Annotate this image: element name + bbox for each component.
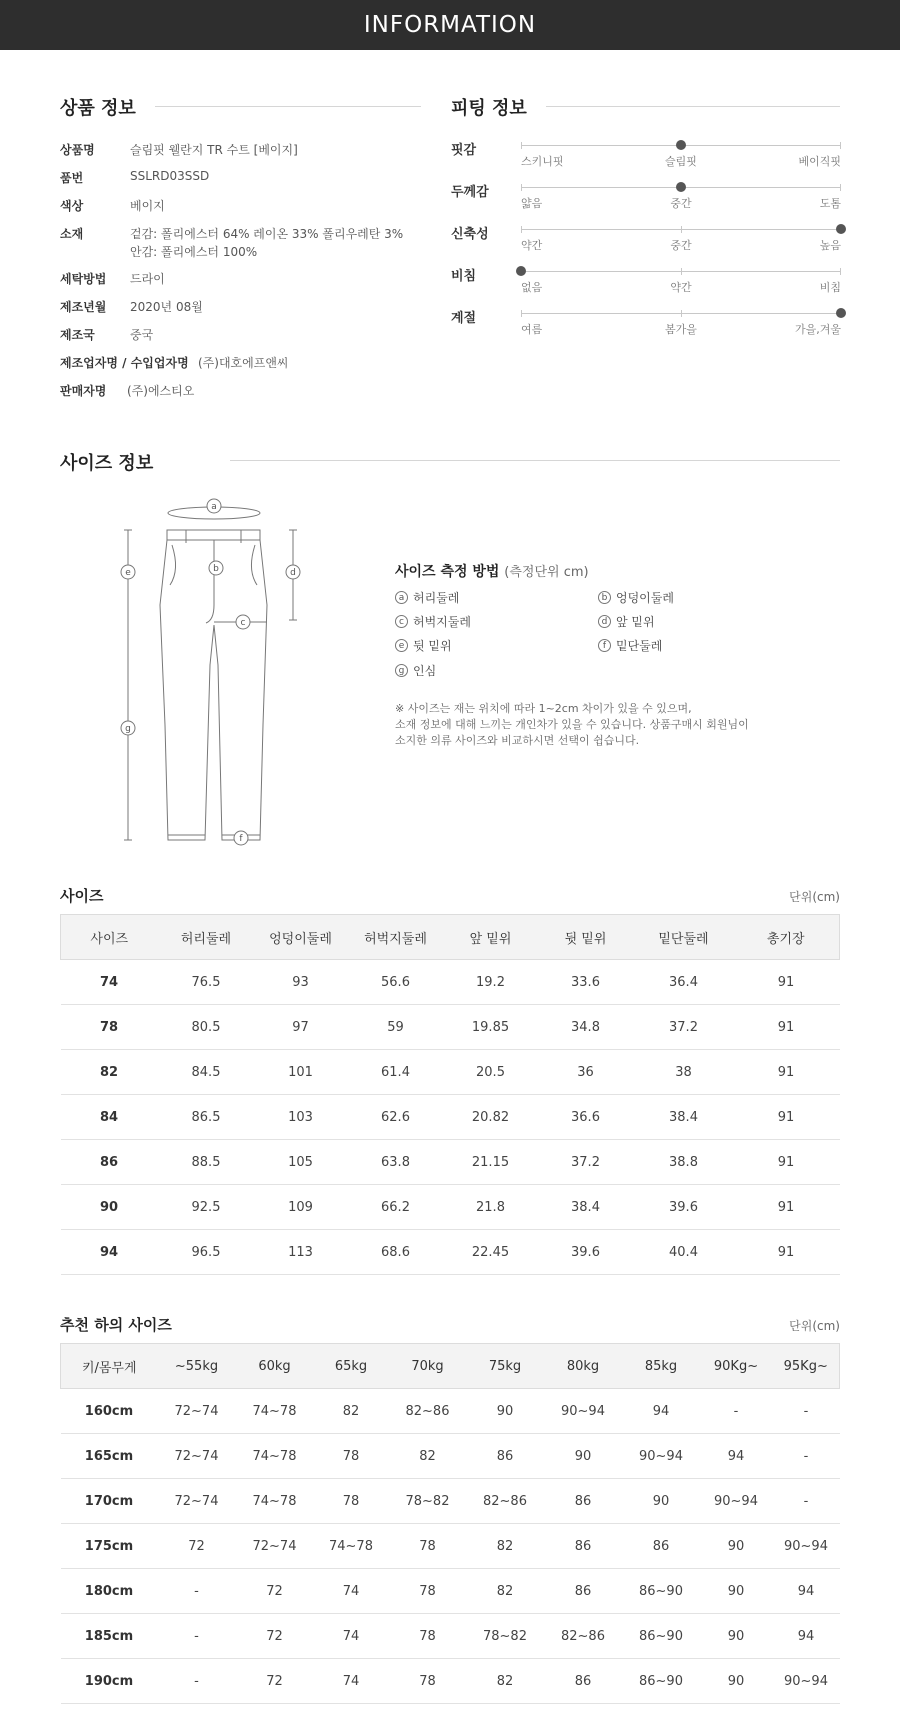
table-cell: 90~94 [773, 1524, 840, 1569]
product-info-value: 2020년 08월 [130, 300, 203, 314]
table-cell: 82 [467, 1524, 544, 1569]
table-header-cell: 70kg [389, 1344, 467, 1389]
table-cell: 82 [467, 1659, 544, 1704]
fitting-option-label: 없음 [521, 281, 543, 294]
table-cell: 86~90 [623, 1569, 700, 1614]
fitting-scale-track [521, 145, 841, 146]
measure-key-badge: c [395, 615, 408, 628]
fitting-option-label: 베이직핏 [798, 155, 841, 168]
size-note [395, 701, 749, 749]
table-cell: 86 [544, 1569, 623, 1614]
fitting-scale-tick [521, 184, 522, 191]
table-cell: 82 [389, 1434, 467, 1479]
table-cell: 78 [314, 1434, 389, 1479]
table-cell: 72 [236, 1569, 314, 1614]
table-cell: 66.2 [347, 1185, 445, 1230]
table-cell: 88.5 [158, 1140, 255, 1185]
product-info-label: 제조년월 [60, 300, 107, 314]
table-cell: 94 [700, 1434, 773, 1479]
table-cell: 20.5 [445, 1050, 537, 1095]
table-cell: - [158, 1659, 236, 1704]
measure-label: 엉덩이둘레 [616, 591, 674, 605]
measure-legend-item [395, 613, 471, 630]
table-cell: 78 [389, 1524, 467, 1569]
measure-label: 밑단둘레 [616, 639, 663, 653]
table-header-cell: 85kg [623, 1344, 700, 1389]
product-info-title: 상품 정보 [60, 98, 136, 119]
table-cell: 82 [314, 1389, 389, 1434]
table-cell: - [158, 1569, 236, 1614]
fitting-label: 핏감 [451, 143, 477, 158]
fitting-label: 두께감 [451, 185, 489, 200]
table-cell: - [700, 1389, 773, 1434]
table-header-cell: 80kg [544, 1344, 623, 1389]
fitting-option-label: 얇음 [521, 197, 543, 210]
measure-legend-item [395, 589, 459, 606]
table-header-cell: 총기장 [733, 915, 840, 960]
size-info-divider [230, 460, 840, 461]
fitting-option-label: 봄가을 [665, 323, 697, 336]
fitting-scale-tick [521, 142, 522, 149]
measure-label: 허벅지둘레 [413, 615, 471, 629]
fitting-label: 계절 [451, 311, 477, 326]
table-header-cell: ~55kg [158, 1344, 236, 1389]
table-cell: 86~90 [623, 1659, 700, 1704]
measure-unit: (측정단위 cm) [504, 565, 589, 580]
table-cell: 36.6 [537, 1095, 635, 1140]
table-cell: 38.4 [537, 1185, 635, 1230]
table-cell: 78~82 [389, 1479, 467, 1524]
table-row [61, 1050, 840, 1095]
fitting-scale-track [521, 271, 841, 272]
measure-legend-item [395, 662, 436, 679]
table-row [61, 960, 840, 1005]
fitting-row [451, 225, 841, 261]
table-cell: 175cm [61, 1524, 158, 1569]
table-cell: 90 [61, 1185, 158, 1230]
fitting-option-label: 약간 [521, 239, 543, 252]
table-cell: 92.5 [158, 1185, 255, 1230]
table-cell: 34.8 [537, 1005, 635, 1050]
diagram-label-a: a [211, 502, 217, 512]
table-cell: 82 [61, 1050, 158, 1095]
diagram-label-g: g [125, 724, 131, 734]
fitting-scale-tick [521, 226, 522, 233]
table-header-cell: 90Kg~ [700, 1344, 773, 1389]
product-info-value: (주)대호에프앤씨 [198, 356, 289, 370]
product-info-value: 슬림핏 웰란지 TR 수트 [베이지] [130, 143, 298, 157]
table-cell: 86.5 [158, 1095, 255, 1140]
fitting-info-title: 피팅 정보 [451, 98, 527, 119]
table-cell: 86 [467, 1434, 544, 1479]
table-cell: 68.6 [347, 1230, 445, 1275]
fitting-option-label: 슬림핏 [665, 155, 697, 168]
fitting-scale-tick [840, 184, 841, 191]
table-row [61, 1005, 840, 1050]
measure-legend-item [598, 589, 674, 606]
fitting-option-label: 여름 [521, 323, 543, 336]
table-row [61, 1569, 840, 1614]
table-cell: 78 [314, 1479, 389, 1524]
diagram-label-c: c [240, 618, 246, 628]
table-header-cell: 60kg [236, 1344, 314, 1389]
table-cell: 90 [700, 1659, 773, 1704]
table-cell: 39.6 [635, 1185, 733, 1230]
table-cell: 74 [314, 1569, 389, 1614]
table-cell: 90~94 [700, 1479, 773, 1524]
measure-key-badge: f [598, 639, 611, 652]
table-header-cell: 엉덩이둘레 [255, 915, 347, 960]
table-cell: 38 [635, 1050, 733, 1095]
product-info-value: SSLRD03SSD [130, 169, 210, 183]
fitting-scale-tick [521, 310, 522, 317]
table-cell: 90 [700, 1524, 773, 1569]
table-cell: 78 [389, 1659, 467, 1704]
product-info-divider [155, 106, 421, 107]
product-info-label: 제조국 [60, 328, 95, 342]
measure-legend-item [395, 637, 452, 654]
measure-key-badge: d [598, 615, 611, 628]
fitting-scale-track [521, 313, 841, 314]
table-cell: 37.2 [537, 1140, 635, 1185]
table-cell: 74 [61, 960, 158, 1005]
table-row [61, 1479, 840, 1524]
table-cell: 33.6 [537, 960, 635, 1005]
table-row [61, 1185, 840, 1230]
diagram-label-f: f [239, 834, 243, 844]
table-row [61, 1095, 840, 1140]
size-info-title: 사이즈 정보 [60, 453, 154, 474]
product-info-value: 드라이 [130, 272, 165, 286]
diagram-label-d: d [290, 568, 296, 578]
table-cell: 160cm [61, 1389, 158, 1434]
table-cell: 72 [236, 1659, 314, 1704]
table-row [61, 1434, 840, 1479]
table-cell: 90 [544, 1434, 623, 1479]
table-cell: 86 [544, 1524, 623, 1569]
table-cell: 84 [61, 1095, 158, 1140]
table-cell: 90~94 [623, 1434, 700, 1479]
table-cell: 76.5 [158, 960, 255, 1005]
fitting-scale-tick [681, 310, 682, 317]
table-cell: 86~90 [623, 1614, 700, 1659]
fitting-label: 비침 [451, 269, 477, 284]
table-cell: 74~78 [236, 1434, 314, 1479]
fitting-scale-tick [840, 142, 841, 149]
table-cell: 21.8 [445, 1185, 537, 1230]
product-info-value: 안감: 폴리에스터 100% [130, 245, 258, 259]
table-cell: 36 [537, 1050, 635, 1095]
table-cell: 59 [347, 1005, 445, 1050]
fitting-scale-tick [681, 268, 682, 275]
table-cell: 62.6 [347, 1095, 445, 1140]
fitting-row [451, 141, 841, 177]
product-info-label: 판매자명 [60, 384, 107, 398]
recommend-table-title: 추천 하의 사이즈 [60, 1316, 172, 1334]
fitting-option-label: 가을,겨울 [794, 323, 841, 336]
product-info-label: 상품명 [60, 143, 95, 157]
measure-legend-item [598, 637, 662, 654]
table-cell: 78~82 [467, 1614, 544, 1659]
table-cell: 103 [255, 1095, 347, 1140]
table-cell: 97 [255, 1005, 347, 1050]
fitting-scale-track [521, 229, 841, 230]
table-cell: 86 [544, 1479, 623, 1524]
table-cell: 91 [733, 960, 840, 1005]
diagram-label-e: e [125, 568, 131, 578]
table-cell: 20.82 [445, 1095, 537, 1140]
table-cell: 78 [61, 1005, 158, 1050]
fitting-row [451, 309, 841, 345]
fitting-option-label: 높음 [819, 239, 841, 252]
measure-label: 허리둘레 [413, 591, 460, 605]
table-cell: 185cm [61, 1614, 158, 1659]
table-cell: 37.2 [635, 1005, 733, 1050]
table-cell: 91 [733, 1005, 840, 1050]
measure-label: 앞 밑위 [616, 615, 655, 629]
fitting-level-marker [676, 140, 686, 150]
table-cell: 93 [255, 960, 347, 1005]
table-cell: 90 [467, 1389, 544, 1434]
measure-key-badge: g [395, 664, 408, 677]
note-line: 소지한 의류 사이즈와 비교하시면 선택이 쉽습니다. [395, 734, 640, 747]
note-line: ※ 사이즈는 재는 위치에 따라 1~2cm 차이가 있을 수 있으며, [395, 702, 692, 715]
fitting-option-label: 스키니핏 [521, 155, 564, 168]
recommend-table-unit: 단위(cm) [789, 1319, 840, 1333]
table-row [61, 1659, 840, 1704]
fitting-scale-tick [840, 268, 841, 275]
table-header-row [61, 1344, 840, 1389]
fitting-option-label: 중간 [670, 239, 692, 252]
table-header-cell: 허리둘레 [158, 915, 255, 960]
table-cell: 109 [255, 1185, 347, 1230]
table-cell: 82~86 [467, 1479, 544, 1524]
table-cell: 91 [733, 1230, 840, 1275]
table-cell: 86 [623, 1524, 700, 1569]
table-cell: 80.5 [158, 1005, 255, 1050]
table-cell: 94 [773, 1614, 840, 1659]
table-cell: 74 [314, 1659, 389, 1704]
table-header-cell: 키/몸무게 [61, 1344, 158, 1389]
table-header-row [61, 915, 840, 960]
table-cell: 90 [623, 1479, 700, 1524]
measure-key-badge: a [395, 591, 408, 604]
table-cell: - [773, 1389, 840, 1434]
fitting-info-divider [546, 106, 840, 107]
fitting-option-label: 도톰 [819, 197, 841, 210]
fitting-row [451, 183, 841, 219]
table-cell: 94 [623, 1389, 700, 1434]
product-info-label: 제조업자명 / 수입업자명 [60, 356, 189, 370]
measure-method-title: 사이즈 측정 방법 (측정단위 cm) [395, 564, 589, 580]
table-cell: 90~94 [773, 1659, 840, 1704]
size-table-unit: 단위(cm) [789, 890, 840, 904]
table-header-cell: 밑단둘레 [635, 915, 733, 960]
table-header-cell: 75kg [467, 1344, 544, 1389]
table-cell: 74~78 [236, 1479, 314, 1524]
table-cell: 38.8 [635, 1140, 733, 1185]
size-table-title: 사이즈 [60, 887, 104, 905]
table-cell: 165cm [61, 1434, 158, 1479]
measure-key-badge: b [598, 591, 611, 604]
fitting-row [451, 267, 841, 303]
product-info-label: 소재 [60, 227, 84, 241]
table-cell: 82~86 [544, 1614, 623, 1659]
table-row [61, 1524, 840, 1569]
table-cell: 72~74 [158, 1389, 236, 1434]
table-cell: 96.5 [158, 1230, 255, 1275]
fitting-label: 신축성 [451, 227, 489, 242]
product-info-value: 겉감: 폴리에스터 64% 레이온 33% 폴리우레탄 3% [130, 227, 404, 241]
table-cell: 40.4 [635, 1230, 733, 1275]
product-info-label: 색상 [60, 199, 84, 213]
table-cell: 74 [314, 1614, 389, 1659]
table-cell: 170cm [61, 1479, 158, 1524]
table-header-cell: 허벅지둘레 [347, 915, 445, 960]
fitting-option-label: 약간 [670, 281, 692, 294]
table-cell: 21.15 [445, 1140, 537, 1185]
table-cell: 86 [61, 1140, 158, 1185]
table-cell: 90~94 [544, 1389, 623, 1434]
table-cell: 39.6 [537, 1230, 635, 1275]
measure-label: 인심 [413, 664, 437, 678]
fitting-scale-tick [681, 226, 682, 233]
info-header: INFORMATION [0, 0, 900, 50]
table-cell: 63.8 [347, 1140, 445, 1185]
fitting-level-marker [836, 224, 846, 234]
table-cell: 22.45 [445, 1230, 537, 1275]
table-cell: 91 [733, 1095, 840, 1140]
table-cell: 113 [255, 1230, 347, 1275]
table-cell: 72~74 [158, 1434, 236, 1479]
table-cell: 74~78 [314, 1524, 389, 1569]
table-cell: 36.4 [635, 960, 733, 1005]
product-info-label: 품번 [60, 171, 84, 185]
product-info-value: 중국 [130, 328, 154, 342]
measure-key-badge: e [395, 639, 408, 652]
table-cell: 105 [255, 1140, 347, 1185]
table-cell: 86 [544, 1659, 623, 1704]
table-header-cell: 앞 밑위 [445, 915, 537, 960]
product-info-value: 베이지 [130, 199, 165, 213]
fitting-level-marker [676, 182, 686, 192]
table-cell: 72~74 [158, 1479, 236, 1524]
table-cell: 72 [236, 1614, 314, 1659]
diagram-label-b: b [213, 564, 219, 574]
table-cell: 190cm [61, 1659, 158, 1704]
product-info-value: (주)에스티오 [127, 384, 195, 398]
fitting-level-marker [836, 308, 846, 318]
fitting-option-label: 중간 [670, 197, 692, 210]
table-cell: - [158, 1614, 236, 1659]
table-header-cell: 사이즈 [61, 915, 158, 960]
table-cell: 91 [733, 1140, 840, 1185]
table-row [61, 1614, 840, 1659]
size-table [60, 914, 840, 1275]
measure-label: 뒷 밑위 [413, 639, 452, 653]
table-cell: 61.4 [347, 1050, 445, 1095]
table-cell: 180cm [61, 1569, 158, 1614]
table-cell: 74~78 [236, 1389, 314, 1434]
pants-diagram [110, 495, 310, 850]
table-cell: 91 [733, 1185, 840, 1230]
table-cell: 78 [389, 1569, 467, 1614]
table-header-cell: 95Kg~ [773, 1344, 840, 1389]
table-cell: 19.2 [445, 960, 537, 1005]
table-cell: 82 [467, 1569, 544, 1614]
table-cell: 90 [700, 1569, 773, 1614]
table-cell: 72 [158, 1524, 236, 1569]
table-cell: 38.4 [635, 1095, 733, 1140]
fitting-level-marker [516, 266, 526, 276]
table-cell: 90 [700, 1614, 773, 1659]
table-row [61, 1389, 840, 1434]
table-cell: 56.6 [347, 960, 445, 1005]
table-cell: 94 [773, 1569, 840, 1614]
table-cell: - [773, 1479, 840, 1524]
table-cell: 84.5 [158, 1050, 255, 1095]
table-cell: 72~74 [236, 1524, 314, 1569]
table-cell: 19.85 [445, 1005, 537, 1050]
table-row [61, 1230, 840, 1275]
note-line: 소재 정보에 대해 느끼는 개인차가 있을 수 있습니다. 상품구매시 회원님이 [395, 718, 749, 731]
measure-legend-item [598, 613, 655, 630]
table-cell: 78 [389, 1614, 467, 1659]
table-cell: - [773, 1434, 840, 1479]
fitting-option-label: 비침 [819, 281, 841, 294]
table-cell: 91 [733, 1050, 840, 1095]
table-header-cell: 65kg [314, 1344, 389, 1389]
table-cell: 94 [61, 1230, 158, 1275]
product-info-label: 세탁방법 [60, 272, 107, 286]
fitting-scale-track [521, 187, 841, 188]
table-cell: 101 [255, 1050, 347, 1095]
table-header-cell: 뒷 밑위 [537, 915, 635, 960]
recommend-table [60, 1343, 840, 1704]
table-cell: 82~86 [389, 1389, 467, 1434]
table-row [61, 1140, 840, 1185]
